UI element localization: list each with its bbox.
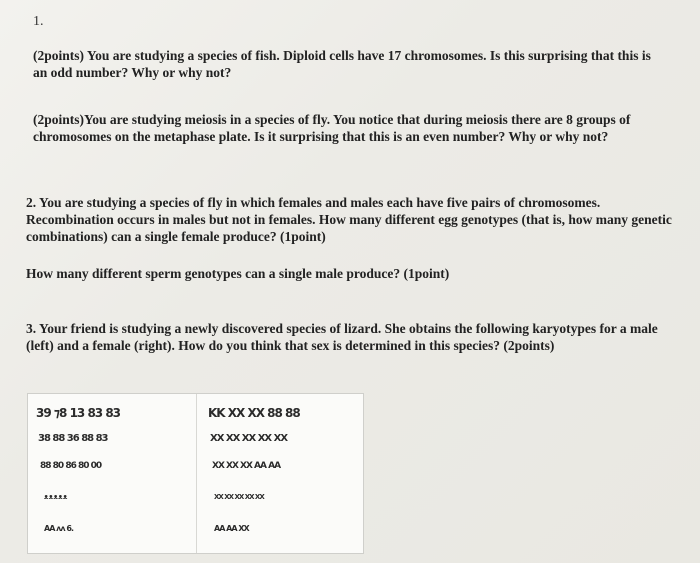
karyotype-figure bbox=[27, 393, 364, 554]
male-karyotype-row-2: 38 88 36 88 83 bbox=[38, 433, 108, 444]
question-2b bbox=[26, 265, 676, 282]
male-karyotype-row-5: AA ᴧᴧ 6. bbox=[44, 524, 73, 533]
question-2a-points: (1point) bbox=[280, 229, 326, 244]
question-1b-points: (2points) bbox=[33, 112, 85, 127]
male-karyotype-row-3: 88 80 86 80 00 bbox=[40, 461, 102, 471]
male-karyotype-row-1: 39 ⁊8 13 83 83 bbox=[36, 406, 121, 420]
question-2a-text: 2. You are studying a species of fly in which females and males each have five pairs of chromosomes. Recombination occurs in males but not in females. How many different egg genotypes (that is, how many genetic combinations) can a single female produce? bbox=[26, 195, 672, 244]
question-2a bbox=[26, 194, 676, 245]
question-3 bbox=[26, 320, 676, 354]
question-2b-text: How many different sperm genotypes can a single male produce? bbox=[26, 266, 401, 281]
male-karyotype-row-4: ᴥ ᴥ ᴥ ᴥ ᴥ bbox=[44, 493, 67, 501]
question-3-points: (2points) bbox=[503, 338, 555, 353]
female-karyotype-row-2: XX XX XX XX XX bbox=[210, 433, 288, 444]
question-number: 1. bbox=[33, 14, 44, 29]
question-1a bbox=[33, 47, 653, 81]
question-1a-text: You are studying a species of fish. Diploid cells have 17 chromosomes. Is this surprising that this is an odd number? Why or why not? bbox=[33, 48, 651, 80]
question-1b bbox=[33, 111, 673, 145]
karyotype-divider bbox=[196, 394, 197, 553]
female-karyotype-row-5: AA AA XX bbox=[214, 524, 249, 533]
female-karyotype-row-1: KK XX XX 88 88 bbox=[208, 406, 300, 420]
question-3-text: 3. Your friend is studying a newly discovered species of lizard. She obtains the following karyotypes for a male (left) and a female (right). How do you think that sex is determined in this species? bbox=[26, 321, 658, 353]
female-karyotype-row-3: XX XX XX AA AA bbox=[212, 461, 281, 471]
question-1b-text: You are studying meiosis in a species of fly. You notice that during meiosis there are 8 groups of chromosomes on the metaphase plate. Is it surprising that this is an even number? Why or why not? bbox=[33, 112, 631, 144]
female-karyotype-row-4: XX XX XX XX XX bbox=[214, 493, 264, 501]
question-2b-points: (1point) bbox=[403, 266, 450, 281]
question-1a-points: (2points) bbox=[33, 48, 85, 63]
